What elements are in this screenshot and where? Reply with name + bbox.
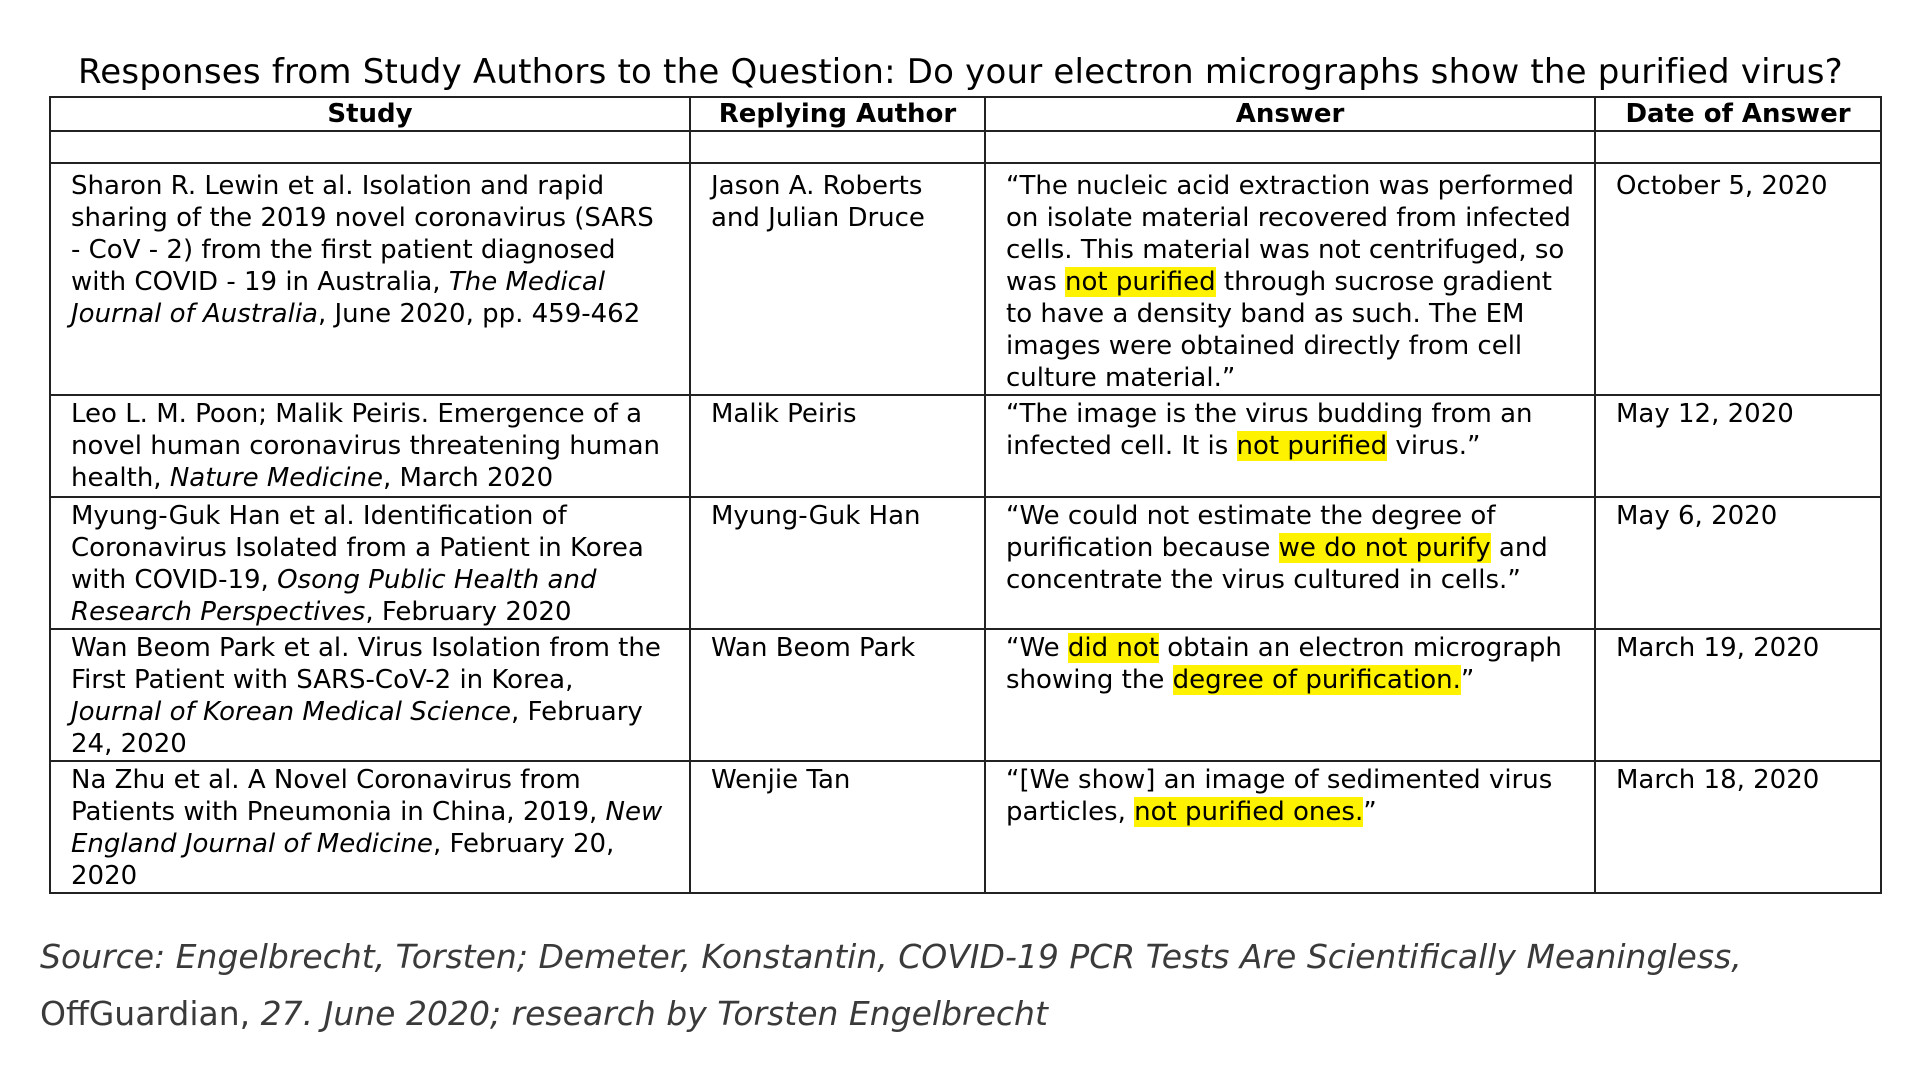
- source-line-2: 27. June 2020; research by Torsten Engelbrecht: [250, 994, 1048, 1033]
- study-cell: Sharon R. Lewin et al. Isolation and rapid sharing of the 2019 novel coronavirus (SARS - CoV - 2) from the first patient diagnosed with COVID - 19 in Australia, The Medical Journal of Australia, June 2020, pp. 459-462: [50, 163, 690, 395]
- date-cell: May 6, 2020: [1595, 497, 1881, 629]
- answer-cell: “We did not obtain an electron micrograph showing the degree of purification.”: [985, 629, 1595, 761]
- source-line-1: Source: Engelbrecht, Torsten; Demeter, Konstantin, COVID-19 PCR Tests Are Scientifically Meaningless,: [40, 937, 1742, 976]
- header-study: Study: [50, 97, 690, 131]
- study-cell: Leo L. M. Poon; Malik Peiris. Emergence of a novel human coronavirus threatening human health, Nature Medicine, March 2020: [50, 395, 690, 497]
- empty-cell: [1595, 131, 1881, 163]
- source-citation: [40, 928, 1880, 1042]
- author-cell: Wan Beom Park: [690, 629, 985, 761]
- empty-cell: [690, 131, 985, 163]
- answer-cell: “[We show] an image of sedimented virus particles, not purified ones.”: [985, 761, 1595, 893]
- empty-row: [50, 131, 1881, 163]
- highlighted-text: not purified: [1236, 431, 1388, 461]
- highlighted-text: did not: [1067, 633, 1159, 663]
- header-replying-author: Replying Author: [690, 97, 985, 131]
- table-row: [50, 163, 1881, 395]
- highlighted-text: not purified: [1065, 267, 1216, 297]
- date-cell: March 18, 2020: [1595, 761, 1881, 893]
- empty-cell: [50, 131, 690, 163]
- header-date-of-answer: Date of Answer: [1595, 97, 1881, 131]
- table-title: Responses from Study Authors to the Question: Do your electron micrographs show the purified virus?: [78, 52, 1843, 92]
- source-publisher: OffGuardian,: [40, 994, 251, 1033]
- header-answer: Answer: [985, 97, 1595, 131]
- study-cell: Na Zhu et al. A Novel Coronavirus from Patients with Pneumonia in China, 2019, New England Journal of Medicine, February 20, 2020: [50, 761, 690, 893]
- answer-cell: “The image is the virus budding from an infected cell. It is not purified virus.”: [985, 395, 1595, 497]
- table-row: [50, 629, 1881, 761]
- study-cell: Myung-Guk Han et al. Identification of Coronavirus Isolated from a Patient in Korea with COVID-19, Osong Public Health and Research Perspectives, February 2020: [50, 497, 690, 629]
- study-cell: Wan Beom Park et al. Virus Isolation from the First Patient with SARS-CoV-2 in Korea, Journal of Korean Medical Science, February 24, 2020: [50, 629, 690, 761]
- table-row: [50, 395, 1881, 497]
- header-row: [50, 97, 1881, 131]
- empty-cell: [985, 131, 1595, 163]
- highlighted-text: we do not purify: [1278, 533, 1491, 563]
- date-cell: March 19, 2020: [1595, 629, 1881, 761]
- answer-cell: “We could not estimate the degree of purification because we do not purify and concentrate the virus cultured in cells.”: [985, 497, 1595, 629]
- author-cell: Myung-Guk Han: [690, 497, 985, 629]
- author-cell: Jason A. Roberts and Julian Druce: [690, 163, 985, 395]
- table-row: [50, 497, 1881, 629]
- responses-table: [49, 96, 1882, 894]
- highlighted-text: degree of purification.: [1172, 665, 1461, 695]
- table-row: [50, 761, 1881, 893]
- answer-cell: “The nucleic acid extraction was performed on isolate material recovered from infected cells. This material was not centrifuged, so was not purified through sucrose gradient to have a density band as such. The EM images were obtained directly from cell culture material.”: [985, 163, 1595, 395]
- date-cell: October 5, 2020: [1595, 163, 1881, 395]
- author-cell: Malik Peiris: [690, 395, 985, 497]
- date-cell: May 12, 2020: [1595, 395, 1881, 497]
- author-cell: Wenjie Tan: [690, 761, 985, 893]
- highlighted-text: not purified ones.: [1134, 797, 1364, 827]
